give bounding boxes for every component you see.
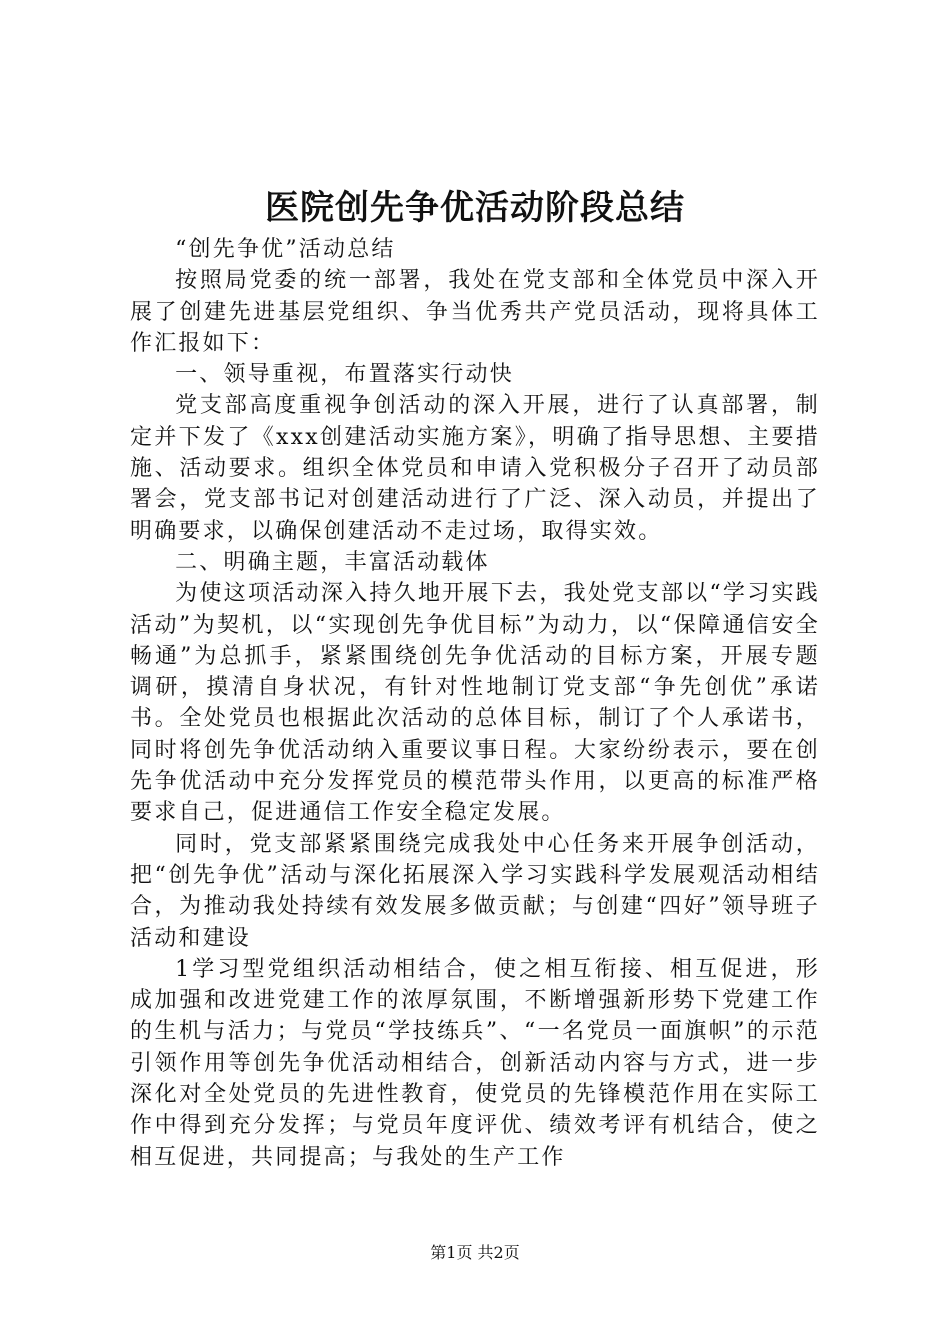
page-number: 第1页 共2页 bbox=[430, 1243, 520, 1262]
paragraph-subtitle: “创先争优”活动总结 bbox=[175, 237, 396, 262]
paragraph-intro: 按照局党委的统一部署，我处在党支部和全体党员中深入开展了创建先进基层党组织、争当优秀共产党员活动，现将具体工作汇报如下： bbox=[130, 268, 820, 356]
section-heading-1: 一、领导重视，布置落实行动快 bbox=[175, 362, 514, 388]
paragraph-section-2-cont: 同时，党支部紧紧围绕完成我处中心任务来开展争创活动，把“创先争优”活动与深化拓展深入学习实践科学发展观活动相结合，为推动我处持续有效发展多做贡献；与创建“四好”领导班子活动和建设 bbox=[130, 831, 820, 951]
section-heading-2: 二、明确主题，丰富活动载体 bbox=[175, 549, 490, 575]
document-title: 医院创先争优活动阶段总结 bbox=[265, 188, 685, 228]
paragraph-section-1: 党支部高度重视争创活动的深入开展，进行了认真部署，制定并下发了《xxx创建活动实施方案》，明确了指导思想、主要措施、活动要求。组织全体党员和申请入党积极分子召开了动员部署会，党支部书记对创建活动进行了广泛、深入动员，并提出了明确要求，以确保创建活动不走过场，取得实效。 bbox=[130, 393, 820, 544]
document-body bbox=[130, 234, 820, 1173]
paragraph-section-2-cont-2: 1学习型党组织活动相结合，使之相互衔接、相互促进，形成加强和改进党建工作的浓厚氛围，不断增强新形势下党建工作的生机与活力；与党员“学技练兵”、“一名党员一面旗帜”的示范引领作用等创先争优活动相结合，创新活动内容与方式，进一步深化对全处党员的先进性教育，使党员的先锋模范作用在实际工作中得到充分发挥；与党员年度评优、绩效考评有机结合，使之相互促进，共同提高；与我处的生产工作 bbox=[130, 956, 820, 1170]
paragraph-section-2: 为使这项活动深入持久地开展下去，我处党支部以“学习实践活动”为契机，以“实现创先争优目标”为动力，以“保障通信安全畅通”为总抓手，紧紧围绕创先争优活动的目标方案，开展专题调研，摸清自身状况，有针对性地制订党支部“争先创优”承诺书。全处党员也根据此次活动的总体目标，制订了个人承诺书，同时将创先争优活动纳入重要议事日程。大家纷纷表示，要在创先争优活动中充分发挥党员的模范带头作用，以更高的标准严格要求自己，促进通信工作安全稳定发展。 bbox=[130, 581, 820, 826]
